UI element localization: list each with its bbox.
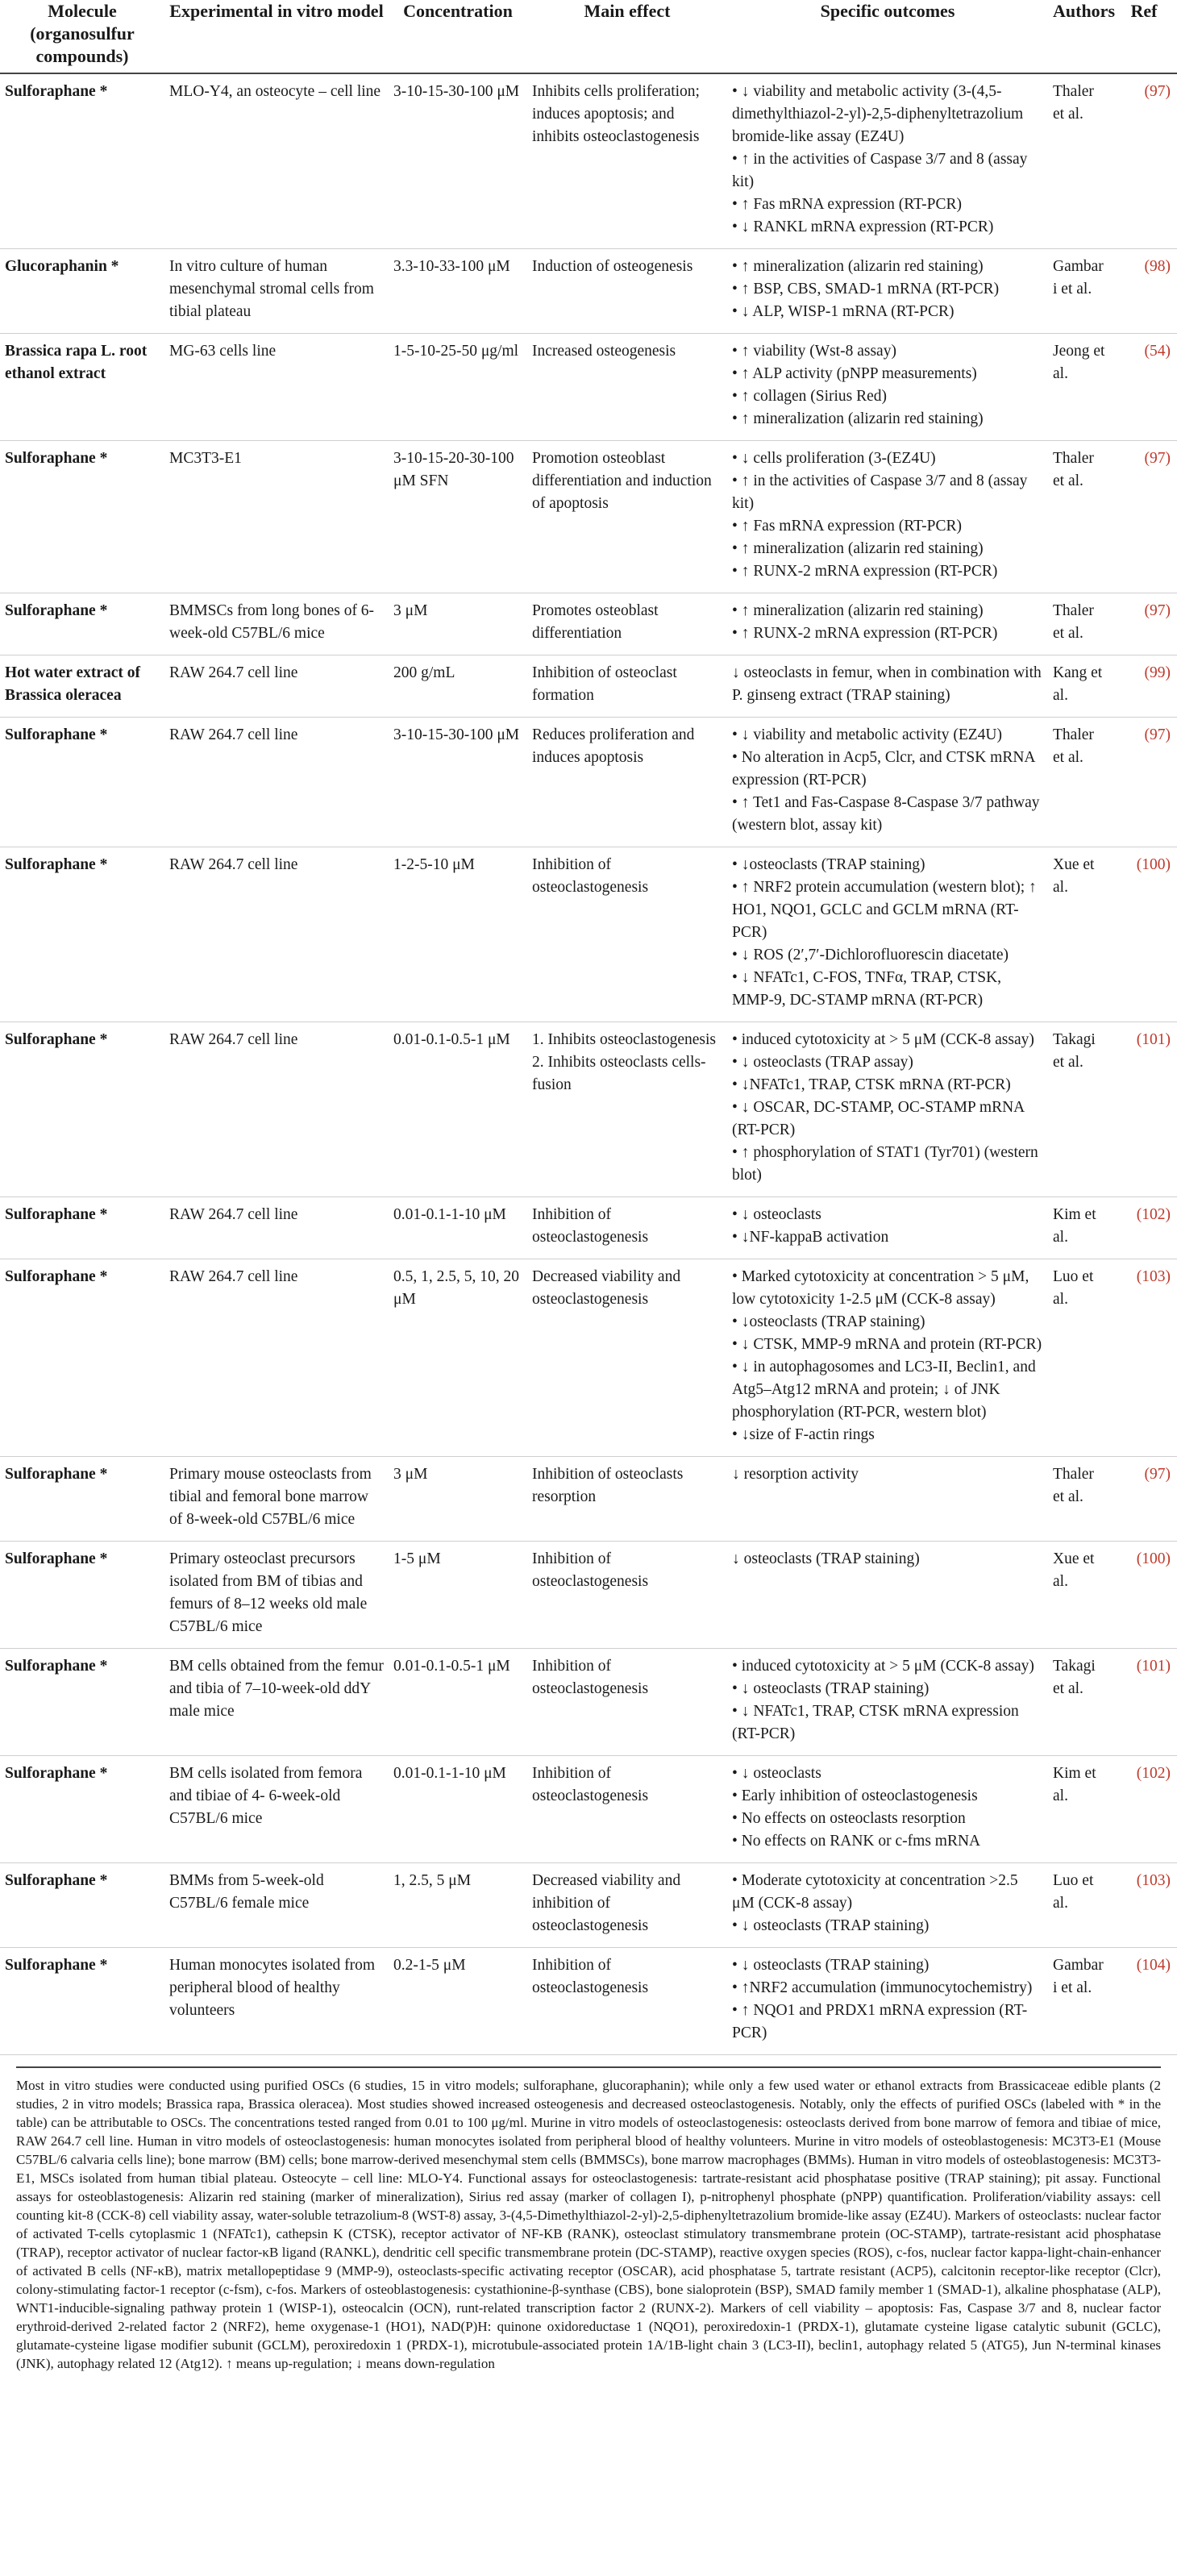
cell-ref[interactable]: (104) — [1111, 1948, 1177, 2055]
outcome-item: • ↓ osteoclasts (TRAP staining) — [732, 1917, 930, 1934]
outcome-item: • ↓ osteoclasts — [732, 1206, 821, 1223]
table-row — [0, 1259, 1177, 1457]
outcome-list — [732, 662, 1043, 707]
cell-main-effect: Induction of osteogenesis — [527, 249, 727, 334]
cell-ref[interactable]: (101) — [1111, 1649, 1177, 1756]
cell-molecule: Sulforaphane * — [0, 847, 164, 1022]
outcome-item: • ↑ mineralization (alizarin red staining) — [732, 540, 984, 557]
cell-concentration: 3-10-15-20-30-100 μM SFN — [389, 441, 527, 593]
cell-authors: Gambari et al. — [1048, 1948, 1111, 2055]
cell-concentration: 200 g/mL — [389, 655, 527, 718]
outcome-item: • ↓ cells proliferation (3-(EZ4U) — [732, 450, 936, 467]
cell-main-effect: Increased osteogenesis — [527, 334, 727, 441]
cell-model: BM cells isolated from femora and tibiae of 4- 6-week-old C57BL/6 mice — [164, 1756, 389, 1863]
cell-main-effect: Inhibition of osteoclasts resorption — [527, 1457, 727, 1542]
cell-concentration: 1-5 μM — [389, 1542, 527, 1649]
cell-concentration: 0.01-0.1-1-10 μM — [389, 1756, 527, 1863]
cell-ref[interactable]: (97) — [1111, 1457, 1177, 1542]
outcome-item: • ↑ mineralization (alizarin red staining) — [732, 602, 984, 619]
cell-ref[interactable]: (97) — [1111, 718, 1177, 847]
cell-concentration: 3-10-15-30-100 μM — [389, 718, 527, 847]
cell-specific-outcomes — [727, 593, 1048, 655]
outcome-list — [732, 340, 1043, 431]
cell-authors: Gambari et al. — [1048, 249, 1111, 334]
cell-authors: Takagi et al. — [1048, 1649, 1111, 1756]
cell-ref[interactable]: (99) — [1111, 655, 1177, 718]
cell-main-effect: Promotes osteoblast differentiation — [527, 593, 727, 655]
outcome-item: • ↑ mineralization (alizarin red staining) — [732, 410, 984, 427]
outcome-item: • ↑ RUNX-2 mRNA expression (RT-PCR) — [732, 563, 998, 580]
cell-authors: Kim et al. — [1048, 1197, 1111, 1259]
outcome-item: • ↓ osteoclasts (TRAP staining) — [732, 1957, 930, 1974]
cell-main-effect: Inhibition of osteoclastogenesis — [527, 1756, 727, 1863]
cell-concentration: 3.3-10-33-100 μM — [389, 249, 527, 334]
table-row — [0, 1756, 1177, 1863]
cell-ref[interactable]: (97) — [1111, 73, 1177, 249]
cell-authors: Thaler et al. — [1048, 718, 1111, 847]
cell-model: RAW 264.7 cell line — [164, 1259, 389, 1457]
cell-specific-outcomes — [727, 73, 1048, 249]
outcome-item: • ↑ Tet1 and Fas-Caspase 8-Caspase 3/7 pathway (western blot, assay kit) — [732, 794, 1040, 834]
outcome-list — [732, 1548, 1043, 1571]
cell-molecule: Sulforaphane * — [0, 1756, 164, 1863]
cell-main-effect: 1. Inhibits osteoclastogenesis 2. Inhibits osteoclasts cells-fusion — [527, 1022, 727, 1197]
outcome-item: ↓ osteoclasts (TRAP staining) — [732, 1550, 920, 1567]
outcome-item: • ↓ NFATc1, C-FOS, TNFα, TRAP, CTSK, MMP-9, DC-STAMP mRNA (RT-PCR) — [732, 969, 1002, 1009]
cell-authors: Thaler et al. — [1048, 1457, 1111, 1542]
outcome-item: • No effects on RANK or c-fms mRNA — [732, 1833, 981, 1850]
cell-concentration: 1-5-10-25-50 μg/ml — [389, 334, 527, 441]
cell-model: RAW 264.7 cell line — [164, 718, 389, 847]
cell-main-effect: Inhibits cells proliferation; induces apoptosis; and inhibits osteoclastogenesis — [527, 73, 727, 249]
cell-specific-outcomes — [727, 441, 1048, 593]
cell-ref[interactable]: (100) — [1111, 847, 1177, 1022]
cell-concentration: 3 μM — [389, 1457, 527, 1542]
outcome-list — [732, 1204, 1043, 1249]
cell-concentration: 3 μM — [389, 593, 527, 655]
table-row — [0, 441, 1177, 593]
table-row — [0, 1948, 1177, 2055]
outcome-item: • ↓NF-kappaB activation — [732, 1229, 889, 1246]
cell-model: In vitro culture of human mesenchymal stromal cells from tibial plateau — [164, 249, 389, 334]
outcome-item: • ↓ RANKL mRNA expression (RT-PCR) — [732, 218, 994, 235]
cell-model: RAW 264.7 cell line — [164, 1022, 389, 1197]
header-authors: Authors — [1048, 0, 1111, 73]
cell-molecule: Sulforaphane * — [0, 1197, 164, 1259]
outcome-list — [732, 600, 1043, 645]
cell-authors: Kang et al. — [1048, 655, 1111, 718]
cell-molecule: Sulforaphane * — [0, 1457, 164, 1542]
cell-main-effect: Inhibition of osteoclastogenesis — [527, 1649, 727, 1756]
cell-model: Primary osteoclast precursors isolated from BM of tibias and femurs of 8–12 weeks old male C57BL/6 mice — [164, 1542, 389, 1649]
cell-molecule: Sulforaphane * — [0, 441, 164, 593]
cell-authors: Jeong et al. — [1048, 334, 1111, 441]
outcome-item: • Early inhibition of osteoclastogenesis — [732, 1787, 978, 1804]
cell-main-effect: Inhibition of osteoclastogenesis — [527, 1197, 727, 1259]
outcome-list — [732, 447, 1043, 583]
cell-model: BMMSCs from long bones of 6-week-old C57BL/6 mice — [164, 593, 389, 655]
table-row — [0, 718, 1177, 847]
outcome-item: • ↑ phosphorylation of STAT1 (Tyr701) (western blot) — [732, 1144, 1038, 1184]
cell-model: Human monocytes isolated from peripheral blood of healthy volunteers — [164, 1948, 389, 2055]
cell-main-effect: Inhibition of osteoclastogenesis — [527, 1542, 727, 1649]
table-row — [0, 1863, 1177, 1948]
cell-ref[interactable]: (97) — [1111, 441, 1177, 593]
outcome-item: • ↓ ROS (2′,7′-Dichlorofluorescin diacetate) — [732, 947, 1009, 963]
cell-authors: Thaler et al. — [1048, 73, 1111, 249]
outcome-item: • ↓ OSCAR, DC-STAMP, OC-STAMP mRNA (RT-PCR) — [732, 1099, 1025, 1138]
outcome-item: • ↑ in the activities of Caspase 3/7 and 8 (assay kit) — [732, 151, 1028, 190]
outcome-item: • ↓ osteoclasts (TRAP staining) — [732, 1680, 930, 1697]
outcome-item: • ↓size of F-actin rings — [732, 1426, 875, 1443]
outcome-item: • No alteration in Acp5, Clcr, and CTSK mRNA expression (RT-PCR) — [732, 749, 1035, 789]
outcome-item: • ↓NFATc1, TRAP, CTSK mRNA (RT-PCR) — [732, 1076, 1011, 1093]
table-row — [0, 1457, 1177, 1542]
outcome-list — [732, 1029, 1043, 1187]
cell-specific-outcomes — [727, 655, 1048, 718]
outcome-item: • ↑ Fas mRNA expression (RT-PCR) — [732, 518, 962, 535]
cell-main-effect: Promotion osteoblast differentiation and induction of apoptosis — [527, 441, 727, 593]
cell-ref[interactable]: (54) — [1111, 334, 1177, 441]
outcome-item: • ↓ osteoclasts (TRAP assay) — [732, 1054, 913, 1071]
outcome-list — [732, 1463, 1043, 1486]
outcome-list — [732, 1655, 1043, 1746]
cell-authors: Xue et al. — [1048, 1542, 1111, 1649]
cell-molecule: Sulforaphane * — [0, 1542, 164, 1649]
cell-ref[interactable]: (103) — [1111, 1863, 1177, 1948]
cell-molecule: Sulforaphane * — [0, 1022, 164, 1197]
cell-specific-outcomes — [727, 334, 1048, 441]
cell-concentration: 0.5, 1, 2.5, 5, 10, 20 μM — [389, 1259, 527, 1457]
cell-main-effect: Decreased viability and inhibition of osteoclastogenesis — [527, 1863, 727, 1948]
cell-specific-outcomes — [727, 1756, 1048, 1863]
cell-model: RAW 264.7 cell line — [164, 1197, 389, 1259]
cell-concentration: 3-10-15-30-100 μM — [389, 73, 527, 249]
cell-authors: Thaler et al. — [1048, 593, 1111, 655]
cell-specific-outcomes — [727, 249, 1048, 334]
table-row — [0, 593, 1177, 655]
outcome-item: • Moderate cytotoxicity at concentration >2.5 μM (CCK-8 assay) — [732, 1872, 1018, 1912]
outcome-item: • ↓ CTSK, MMP-9 mRNA and protein (RT-PCR) — [732, 1336, 1042, 1353]
outcome-list — [732, 854, 1043, 1012]
cell-main-effect: Decreased viability and osteoclastogenesis — [527, 1259, 727, 1457]
cell-ref[interactable]: (97) — [1111, 593, 1177, 655]
outcome-item: • ↑ in the activities of Caspase 3/7 and 8 (assay kit) — [732, 472, 1028, 512]
table-row — [0, 655, 1177, 718]
cell-concentration: 0.01-0.1-0.5-1 μM — [389, 1649, 527, 1756]
cell-authors: Takagi et al. — [1048, 1022, 1111, 1197]
cell-specific-outcomes — [727, 1022, 1048, 1197]
cell-ref[interactable]: (98) — [1111, 249, 1177, 334]
cell-ref[interactable]: (103) — [1111, 1259, 1177, 1457]
cell-specific-outcomes — [727, 1948, 1048, 2055]
cell-concentration: 0.2-1-5 μM — [389, 1948, 527, 2055]
outcome-item: • ↓ in autophagosomes and LC3-II, Beclin1, and Atg5–Atg12 mRNA and protein; ↓ of JNK phosphorylation (RT-PCR, western blot) — [732, 1359, 1036, 1421]
header-model: Experimental in vitro model — [164, 0, 389, 73]
cell-concentration: 1-2-5-10 μM — [389, 847, 527, 1022]
cell-main-effect: Inhibition of osteoclast formation — [527, 655, 727, 718]
cell-authors: Luo et al. — [1048, 1259, 1111, 1457]
cell-main-effect: Reduces proliferation and induces apoptosis — [527, 718, 727, 847]
table-row — [0, 1022, 1177, 1197]
cell-concentration: 0.01-0.1-1-10 μM — [389, 1197, 527, 1259]
cell-specific-outcomes — [727, 1542, 1048, 1649]
cell-ref[interactable]: (102) — [1111, 1197, 1177, 1259]
outcome-item: • ↓ viability and metabolic activity (EZ4U) — [732, 726, 1002, 743]
cell-authors: Xue et al. — [1048, 847, 1111, 1022]
cell-model: Primary mouse osteoclasts from tibial and femoral bone marrow of 8-week-old C57BL/6 mice — [164, 1457, 389, 1542]
outcome-item: • ↓ NFATc1, TRAP, CTSK mRNA expression (RT-PCR) — [732, 1703, 1019, 1742]
cell-authors: Thaler et al. — [1048, 441, 1111, 593]
table-row — [0, 73, 1177, 249]
outcome-item: • No effects on osteoclasts resorption — [732, 1810, 966, 1827]
cell-model: MLO-Y4, an osteocyte – cell line — [164, 73, 389, 249]
cell-ref[interactable]: (102) — [1111, 1756, 1177, 1863]
outcome-item: • ↑ BSP, CBS, SMAD-1 mRNA (RT-PCR) — [732, 281, 1000, 298]
table-footnote — [16, 2066, 1161, 2373]
outcome-item: • Marked cytotoxicity at concentration > 5 μM, low cytotoxicity 1-2.5 μM (CCK-8 assay) — [732, 1268, 1029, 1308]
table-row — [0, 847, 1177, 1022]
cell-concentration: 1, 2.5, 5 μM — [389, 1863, 527, 1948]
outcome-item: • induced cytotoxicity at > 5 μM (CCK-8 assay) — [732, 1658, 1034, 1675]
outcome-item: • ↑ viability (Wst-8 assay) — [732, 343, 896, 360]
cell-molecule: Hot water extract of Brassica oleracea — [0, 655, 164, 718]
cell-authors: Kim et al. — [1048, 1756, 1111, 1863]
outcome-item: • ↓osteoclasts (TRAP staining) — [732, 1313, 925, 1330]
cell-molecule: Glucoraphanin * — [0, 249, 164, 334]
cell-molecule: Brassica rapa L. root ethanol extract — [0, 334, 164, 441]
outcome-item: • ↓ ALP, WISP-1 mRNA (RT-PCR) — [732, 303, 954, 320]
outcome-item: • ↑ RUNX-2 mRNA expression (RT-PCR) — [732, 625, 998, 642]
header-specific-outcomes: Specific outcomes — [727, 0, 1048, 73]
cell-specific-outcomes — [727, 1863, 1048, 1948]
outcome-list — [732, 81, 1043, 239]
outcome-item: • ↑ mineralization (alizarin red staining) — [732, 258, 984, 275]
outcome-item: • ↑ ALP activity (pNPP measurements) — [732, 365, 977, 382]
cell-model: MC3T3-E1 — [164, 441, 389, 593]
cell-molecule: Sulforaphane * — [0, 1863, 164, 1948]
outcome-list — [732, 256, 1043, 323]
cell-molecule: Sulforaphane * — [0, 73, 164, 249]
footnote-text: Most in vitro studies were conducted using purified OSCs (6 studies, 15 in vitro models; sulforaphane, glucoraphanin); while only a few used water or ethanol extracts from Brassicaceae edible plants (2 studies, 2 in vitro models; Brassica rapa, Brassica oleracea). Most studies showed increased osteogenesis and decreased osteoclastogenesis. Notably, only the effects of purified OSCs (labeled with * in the table) can be attributable to OSCs. The concentrations tested ranged from 0.01 to 100 μg/ml. Murine in vitro models of osteoclastogenesis: osteoclasts derived from bone marrow of femora and tibiae of mice, RAW 264.7 cell line. Human in vitro models of osteoclastogenesis: human monocytes isolated from peripheral blood of healthy volunteers. Murine in vitro models of osteoblastogenesis: MC3T3-E1 (Mouse C57BL/6 calvaria cells line); bone marrow (BM) cells; bone marrow-derived mesenchymal stem cells (BMMSCs), bone marrow macrophages (BMMs). Human in vitro models of osteoblastogenesis: MC3T3-E1, MSCs isolated from human tibial plateau. Osteocyte – cell line: MLO-Y4. Functional assays for osteoclastogenesis: tartrate-resistant acid phosphatase positive (TRAP staining); pit assay. Functional assays for osteoblastogenesis: Alizarin red staining (marker of mineralization), Sirius red assay (marker of collagen I), p-nitrophenyl phosphate (pNPP) quantification. Proliferation/viability assays: cell counting kit-8 (CCK-8) cell viability assay, water-soluble tetrazolium-8 (WST-8) assay, 3-(4,5-Dimethylthiazol-2-yl)-2,5-diphenyltetrazolium bromide-like assay (EZ4U). Markers of osteoclasts: nuclear factor of activated T-cells cytoplasmic 1 (NFATc1), cathepsin K (CTSK), receptor activator of NF-KB (RANK), osteoclast stimulatory transmembrane protein (OC-STAMP), tartrate-resistant acid phosphatase (TRAP), receptor activator of nuclear factor-κB ligand (RANKL), dendritic cell specific transmembrane protein (DC-STAMP), reactive oxygen species (ROS), c-fos, nuclear factor kappa-light-chain-enhancer of activated B cells (NF-κB), matrix metallopeptidase 9 (MMP-9), osteoclasts-specific activating receptor (OSCAR), acid phosphatase 5, tartrate resistant (ACP5), calcitonin receptor-like receptor (Clcr), colony-stimulating factor-1 receptor (c-fsm), c-fos. Markers of osteoblastogenesis: cystathionine-β-synthase (CBS), bone sialoprotein (BSP), SMAD family member 1 (SMAD-1), alkaline phosphatase (ALP), WNT1-inducible-signaling pathway protein 1 (WISP-1), osteocalcin (OCN), runt-related transcription factor 2 (RUNX-2). Markers of cell viability – apoptosis: Fas, Caspase 3/7 and 8, nuclear factor erythroid-derived 2-related factor 2 (NRF2), heme oxygenase-1 (HO1), NAD(P)H: quinone oxidoreductase 1 (NQO1), peroxiredoxin-1 (PRDX-1), glutamate cysteine ligase catalytic subunit (GCLC), glutamate-cysteine ligase modifier subunit (GCLM), peroxiredoxin 1 (PRDX-1), microtubule-associated protein 1A/1B-light chain 3 (LC3-II), beclin1, autophagy related 5 (ATG5), Jun N-terminal kinases (JNK), autophagy related 12 (Atg12). ↑ means up-regulation; ↓ means down-regulation — [16, 2078, 1161, 2371]
cell-authors: Luo et al. — [1048, 1863, 1111, 1948]
outcome-item: • ↑NRF2 accumulation (immunocytochemistry) — [732, 1979, 1033, 1996]
cell-molecule: Sulforaphane * — [0, 1649, 164, 1756]
cell-specific-outcomes — [727, 1259, 1048, 1457]
cell-main-effect: Inhibition of osteoclastogenesis — [527, 1948, 727, 2055]
outcome-item: ↓ resorption activity — [732, 1466, 859, 1483]
outcome-list — [732, 1266, 1043, 1446]
outcome-list — [732, 1762, 1043, 1853]
outcome-item: ↓ osteoclasts in femur, when in combination with P. ginseng extract (TRAP staining) — [732, 664, 1042, 704]
cell-model: BM cells obtained from the femur and tibia of 7–10-week-old ddY male mice — [164, 1649, 389, 1756]
cell-molecule: Sulforaphane * — [0, 1259, 164, 1457]
cell-specific-outcomes — [727, 847, 1048, 1022]
outcome-item: • ↑ collagen (Sirius Red) — [732, 388, 888, 405]
table-body — [0, 73, 1177, 2055]
outcome-item: • ↑ NQO1 and PRDX1 mRNA expression (RT-PCR) — [732, 2002, 1028, 2041]
cell-ref[interactable]: (100) — [1111, 1542, 1177, 1649]
cell-model: MG-63 cells line — [164, 334, 389, 441]
cell-molecule: Sulforaphane * — [0, 1948, 164, 2055]
header-concentration: Concentration — [389, 0, 527, 73]
cell-concentration: 0.01-0.1-0.5-1 μM — [389, 1022, 527, 1197]
cell-model: BMMs from 5-week-old C57BL/6 female mice — [164, 1863, 389, 1948]
table-row — [0, 1649, 1177, 1756]
cell-specific-outcomes — [727, 1197, 1048, 1259]
cell-specific-outcomes — [727, 718, 1048, 847]
cell-molecule: Sulforaphane * — [0, 593, 164, 655]
outcome-list — [732, 724, 1043, 837]
outcome-item: • ↑ Fas mRNA expression (RT-PCR) — [732, 196, 962, 213]
table-row — [0, 249, 1177, 334]
header-ref: Ref — [1111, 0, 1177, 73]
outcome-item: • ↓ viability and metabolic activity (3-(4,5-dimethylthiazol-2-yl)-2,5-diphenyltetrazolium bromide-like assay (EZ4U) — [732, 83, 1024, 145]
cell-specific-outcomes — [727, 1649, 1048, 1756]
cell-specific-outcomes — [727, 1457, 1048, 1542]
cell-molecule: Sulforaphane * — [0, 718, 164, 847]
table-row — [0, 1197, 1177, 1259]
outcome-item: • ↓osteoclasts (TRAP staining) — [732, 856, 925, 873]
outcome-list — [732, 1954, 1043, 2045]
cell-model: RAW 264.7 cell line — [164, 847, 389, 1022]
header-main-effect: Main effect — [527, 0, 727, 73]
outcome-item: • ↓ osteoclasts — [732, 1765, 821, 1782]
cell-main-effect: Inhibition of osteoclastogenesis — [527, 847, 727, 1022]
cell-ref[interactable]: (101) — [1111, 1022, 1177, 1197]
outcome-item: • induced cytotoxicity at > 5 μM (CCK-8 assay) — [732, 1031, 1034, 1048]
table-row — [0, 334, 1177, 441]
outcome-item: • ↑ NRF2 protein accumulation (western blot); ↑ HO1, NQO1, GCLC and GCLM mRNA (RT-PCR) — [732, 879, 1037, 941]
header-molecule: Molecule (organosulfur compounds) — [0, 0, 164, 73]
table-header — [0, 0, 1177, 73]
outcome-list — [732, 1870, 1043, 1937]
cell-model: RAW 264.7 cell line — [164, 655, 389, 718]
table-row — [0, 1542, 1177, 1649]
